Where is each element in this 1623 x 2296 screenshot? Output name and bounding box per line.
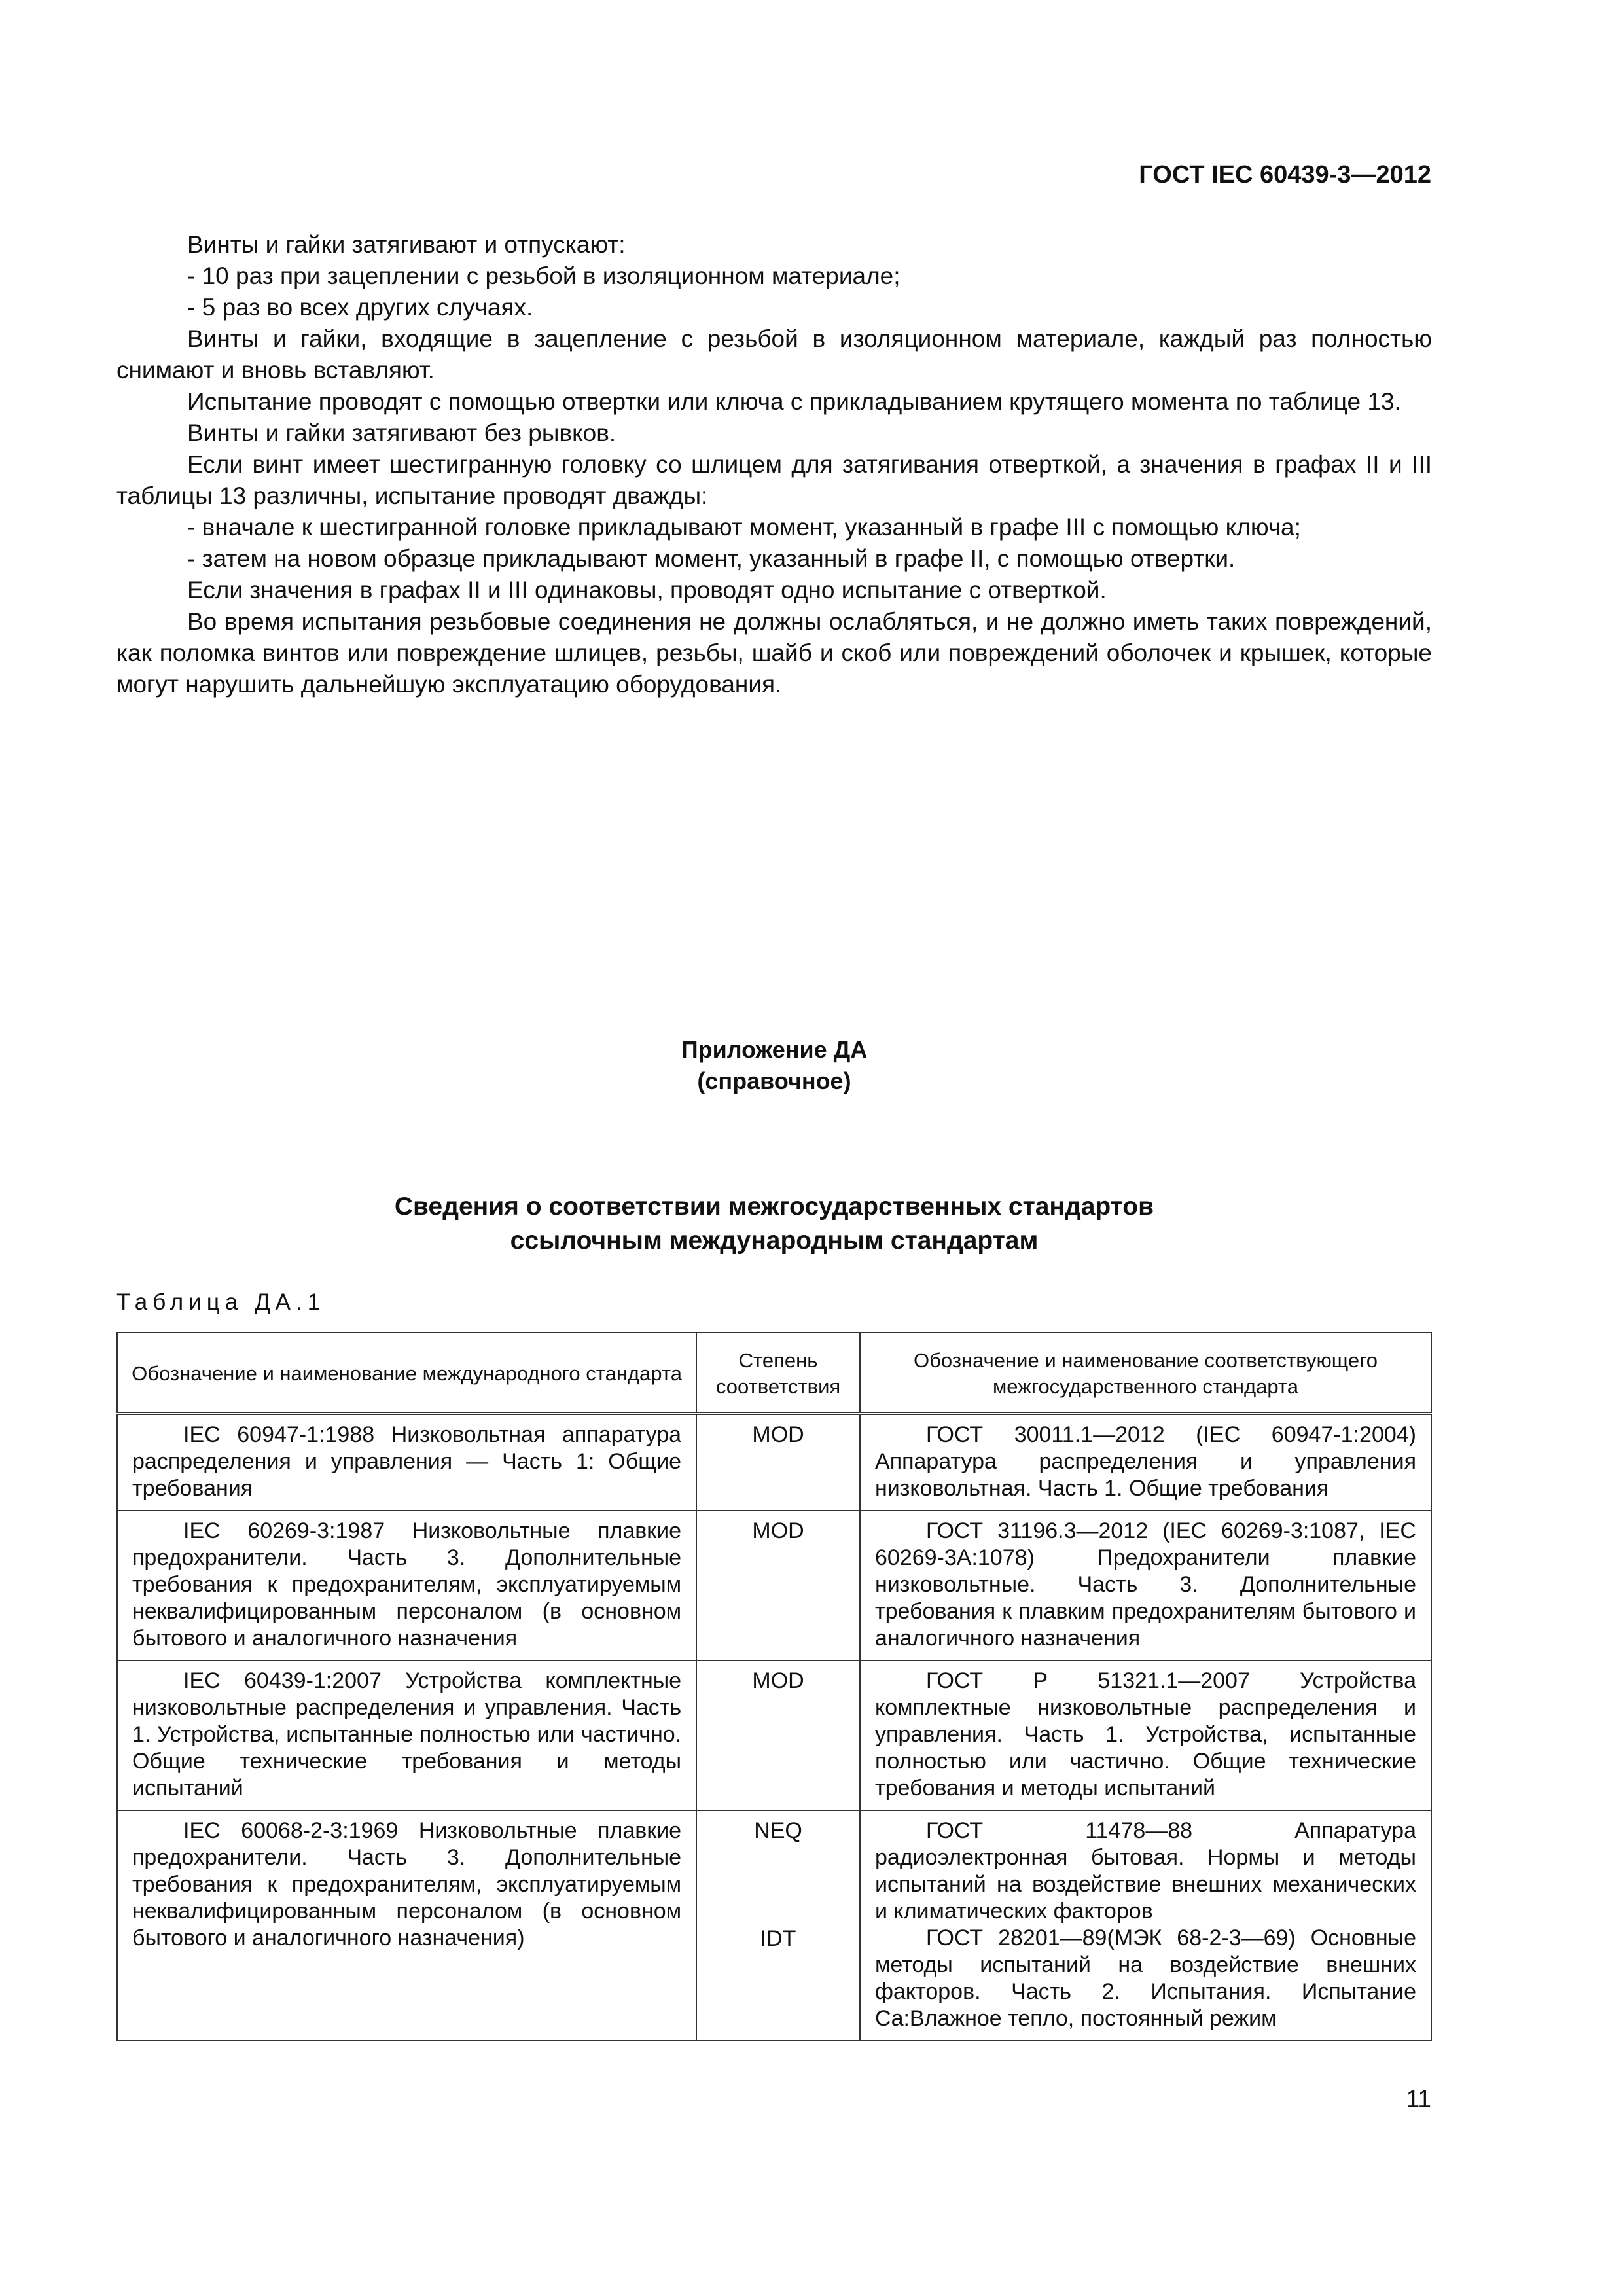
section-title-line: Сведения о соответствии межгосударственных стандартов [394, 1193, 1154, 1221]
appendix-title: Приложение ДА [681, 1036, 868, 1063]
paragraph: Винты и гайки затягивают без рывков. [187, 420, 616, 446]
intl-standard-cell: IEC 60269-3:1987 Низковольтные плавкие предохранители. Часть 3. Дополнительные требования к предохранителям, эксплуатируемым неквалифицированным персоналом (в основном бытового и аналогичного назначения [117, 1511, 696, 1660]
page-number: 11 [1406, 2085, 1431, 2112]
spacer [711, 1844, 845, 1926]
section-title-line: ссылочным международным стандартам [510, 1227, 1039, 1255]
gost-standard-cell: ГОСТ 31196.3—2012 (IEC 60269-3:1087, IEC 60269-3A:1078) Предохранители плавкие низковольтные. Часть 3. Дополнительные требования к плавким предохранителям бытового и аналогичного назначения [860, 1511, 1431, 1660]
intl-standard-cell: IEC 60439-1:2007 Устройства комплектные низковольтные распределения и управления. Часть 1. Устройства, испытанные полностью или частично. Общие технические требования и методы испытаний [117, 1660, 696, 1810]
gost-standard-cell: ГОСТ Р 51321.1—2007 Устройства комплектные низковольтные распределения и управления. Часть 1. Устройства, испытанные полностью или частично. Общие технические требования и методы испытаний [860, 1660, 1431, 1810]
paragraph: Если винт имеет шестигранную головку со шлицем для затягивания отверткой, а значения в графах II и III таблицы 13 различны, испытание проводят дважды: [116, 451, 1432, 509]
column-header: Обозначение и наименование соответствующего межгосударственного стандарта [860, 1333, 1431, 1414]
column-header: Обозначение и наименование международного стандарта [117, 1333, 696, 1414]
table-row [117, 1511, 1431, 1660]
table-row [117, 1660, 1431, 1810]
paragraph: Винты и гайки затягивают и отпускают: [187, 231, 626, 258]
gost-entry: ГОСТ 11478—88 Аппаратура радиоэлектронная бытовая. Нормы и методы испытаний на воздействие внешних механических и климатических факторов [875, 1818, 1416, 1924]
standards-table [116, 1332, 1432, 2041]
degree-value: IDT [760, 1926, 796, 1951]
paragraph: - 5 раз во всех других случаях. [187, 294, 533, 321]
intl-standard-cell: IEC 60947-1:1988 Низковольтная аппаратура распределения и управления — Часть 1: Общие требования [117, 1414, 696, 1511]
paragraph: Винты и гайки, входящие в зацепление с резьбой в изоляционном материале, каждый раз полностью снимают и вновь вставляют. [116, 325, 1432, 384]
degree-cell: MOD [696, 1511, 860, 1660]
document-header: ГОСТ IEC 60439-3—2012 [1139, 161, 1431, 188]
paragraph: - вначале к шестигранной головке прикладывают момент, указанный в графе III с помощью ключа; [187, 514, 1301, 541]
degree-cell: MOD [696, 1660, 860, 1810]
table-row [117, 1414, 1431, 1511]
degree-cell: MOD [696, 1414, 860, 1511]
paragraph: - затем на новом образце прикладывают момент, указанный в графе II, с помощью отвертки. [187, 545, 1236, 572]
table-caption: Таблица ДА.1 [116, 1289, 326, 1315]
paragraph: - 10 раз при зацеплении с резьбой в изоляционном материале; [187, 262, 901, 289]
appendix-subtitle: (справочное) [697, 1067, 851, 1094]
paragraph: Испытание проводят с помощью отвертки или ключа с прикладыванием крутящего момента по таблице 13. [187, 388, 1401, 415]
table-row [117, 1810, 1431, 2041]
paragraph: Если значения в графах II и III одинаковы, проводят одно испытание с отверткой. [187, 577, 1107, 603]
gost-standard-cell: ГОСТ 30011.1—2012 (IEC 60947-1:2004) Аппаратура распределения и управления низковольтная. Часть 1. Общие требования [860, 1414, 1431, 1511]
paragraph: Во время испытания резьбовые соединения не должны ослабляться, и не должно иметь таких повреждений, как поломка винтов или повреждение шлицев, резьбы, шайб и скоб или повреждений оболочек и крышек, которые могут нарушить дальнейшую эксплуатацию оборудования. [116, 608, 1432, 698]
gost-entry: ГОСТ 28201—89(МЭК 68-2-3—69) Основные методы испытаний на воздействие внешних факторов. Часть 2. Испытания. Испытание Ca:Влажное тепло, постоянный режим [875, 1926, 1416, 2031]
intl-standard-cell: IEC 60068-2-3:1969 Низковольтные плавкие предохранители. Часть 3. Дополнительные требования к предохранителям, эксплуатируемым неквалифицированным персоналом (в основном бытового и аналогичного назначения) [117, 1810, 696, 2041]
section-title [0, 1190, 1548, 1258]
appendix-heading [0, 1034, 1548, 1097]
column-header: Степень соответствия [696, 1333, 860, 1414]
table-header-row [117, 1333, 1431, 1414]
degree-value: NEQ [754, 1818, 802, 1843]
degree-cell [696, 1810, 860, 2041]
body-text [116, 229, 1432, 700]
gost-standard-cell [860, 1810, 1431, 2041]
